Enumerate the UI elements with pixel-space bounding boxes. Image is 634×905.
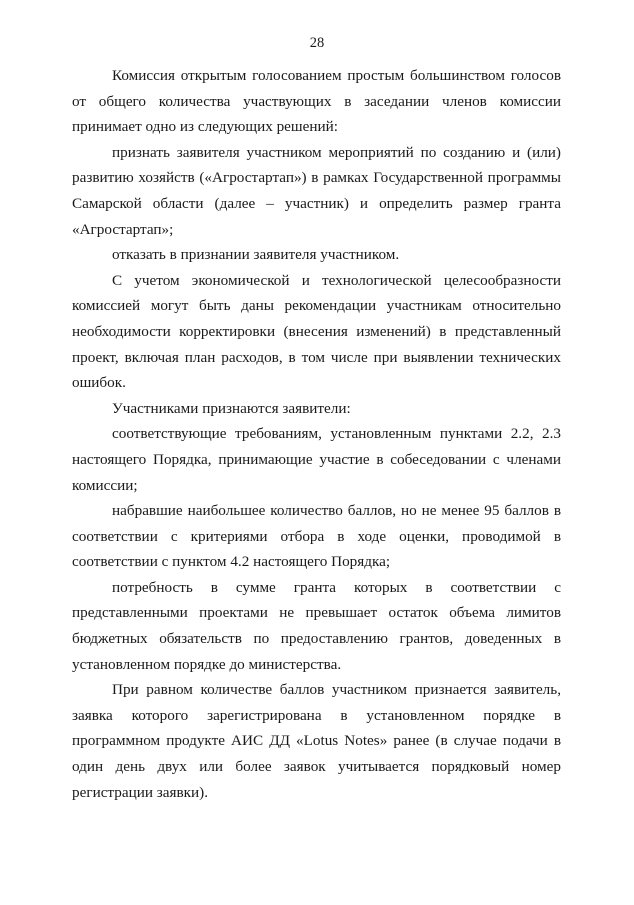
paragraph-refuse-recognition: отказать в признании заявителя участником.	[112, 246, 400, 264]
paragraph-recommendations: С учетом экономической и технологической целесообразности комиссией могут быть даны рекомендации участникам относительно необходимости корректировки (внесения изменений) в представленный проект, включая план расходов, в том числе при выявлении технических ошибок.	[72, 271, 561, 392]
page-number: 28	[309, 35, 325, 51]
paragraph-requirements: соответствующие требованиям, установленным пунктами 2.2, 2.3 настоящего Порядка, принимающие участие в собеседовании с членами комиссии;	[72, 425, 561, 494]
paragraph-recognize-participant: признать заявителя участником мероприятий по созданию и (или) развитию хозяйств («Агростартап») в рамках Государственной программы Самарской области (далее – участник) и определить размер гранта «Агростартап»;	[72, 143, 561, 238]
paragraph-equal-scores: При равном количестве баллов участником признается заявитель, заявка которого зарегистрирована в установленном порядке в программном продукте АИС ДД «Lotus Notes» ранее (в случае подачи в один день двух или более заявок учитывается порядковый номер регистрации заявки).	[72, 681, 561, 801]
paragraph-commission-decision: Комиссия открытым голосованием простым большинством голосов от общего количества участвующих в заседании членов комиссии принимает одно из следующих решений:	[72, 67, 561, 136]
paragraph-grant-limits: потребность в сумме гранта которых в соответствии с представленными проектами не превышает остаток объема лимитов бюджетных обязательств по предоставлению грантов, доведенных в установленном порядке до министерства.	[72, 578, 561, 673]
paragraph-scores: набравшие наибольшее количество баллов, но не менее 95 баллов в соответствии с критериями отбора в ходе оценки, проводимой в соответствии с пунктом 4.2 настоящего Порядка;	[72, 502, 561, 571]
paragraph-participants-intro: Участниками признаются заявители:	[112, 399, 351, 417]
document-body	[72, 63, 561, 805]
